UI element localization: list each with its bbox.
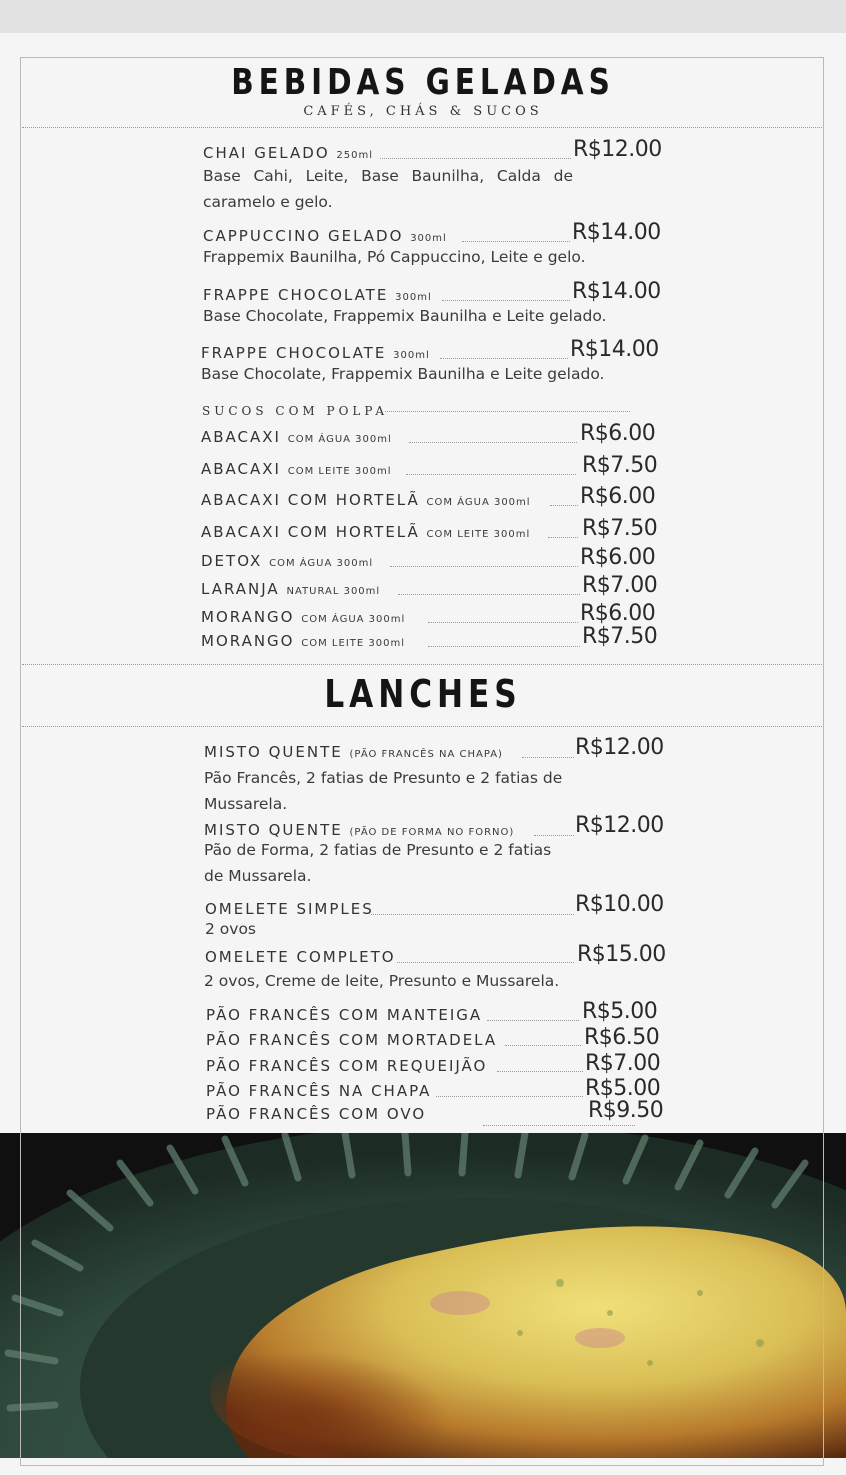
item-name: FRAPPE CHOCOLATE	[201, 344, 387, 362]
item-price: R$5.00	[582, 999, 658, 1024]
price-leader	[397, 962, 574, 963]
item-description: 2 ovos	[205, 920, 257, 938]
price-leader	[380, 158, 571, 159]
section-subtitle-bebidas: CAFÉS, CHÁS & SUCOS	[303, 104, 543, 119]
item-name: ABACAXI	[201, 460, 281, 478]
omelette-photo	[0, 1133, 846, 1458]
item-price: R$14.00	[572, 220, 661, 245]
item-description: Pão de Forma, 2 fatias de Presunto e 2 fatias de Mussarela.	[204, 841, 552, 885]
item-detail: COM ÁGUA 300ml	[301, 614, 406, 625]
item-price: R$6.50	[584, 1025, 660, 1050]
item-name: OMELETE SIMPLES	[205, 900, 374, 918]
item-detail: COM LEITE 300ml	[301, 638, 405, 649]
price-leader	[436, 1096, 583, 1097]
item-name: MORANGO	[201, 608, 295, 626]
item-name: MISTO QUENTE	[204, 821, 343, 839]
item-price: R$7.50	[582, 516, 658, 541]
item-name: ABACAXI COM HORTELÃ	[201, 491, 420, 509]
item-size: 300ml	[395, 292, 432, 303]
item-detail: NATURAL 300ml	[286, 586, 381, 597]
item-price: R$6.00	[580, 601, 656, 626]
item-name: DETOX	[201, 552, 263, 570]
price-leader	[428, 622, 578, 623]
item-price: R$12.00	[573, 137, 662, 162]
price-leader	[390, 566, 578, 567]
item-price: R$15.00	[577, 942, 666, 967]
price-leader	[406, 474, 576, 475]
item-description: 2 ovos, Creme de leite, Presunto e Mussarela.	[204, 972, 560, 990]
item-price: R$12.00	[575, 735, 664, 760]
item-name: ABACAXI	[201, 428, 281, 446]
item-price: R$7.50	[582, 624, 658, 649]
item-price: R$6.00	[580, 421, 656, 446]
top-bar	[0, 0, 846, 33]
item-name: MISTO QUENTE	[204, 743, 343, 761]
price-leader	[398, 594, 580, 595]
item-price: R$5.00	[585, 1076, 661, 1101]
item-size: 300ml	[410, 233, 447, 244]
price-leader	[505, 1045, 581, 1046]
item-name: LARANJA	[201, 580, 280, 598]
price-leader	[550, 505, 578, 506]
item-description: Frappemix Baunilha, Pó Cappuccino, Leite e gelo.	[203, 248, 586, 266]
item-name: FRAPPE CHOCOLATE	[203, 286, 389, 304]
item-detail: (PÃO FRANCÊS NA CHAPA)	[349, 749, 503, 760]
price-leader	[428, 646, 580, 647]
item-detail: (PÃO DE FORMA NO FORNO)	[349, 827, 515, 838]
item-description: Base Cahi, Leite, Base Baunilha, Calda de caramelo e gelo.	[203, 167, 573, 211]
section-title-bebidas: BEBIDAS GELADAS	[231, 62, 615, 103]
item-name: PÃO FRANCÊS COM MORTADELA	[206, 1031, 498, 1049]
section-title-lanches: LANCHES	[324, 672, 522, 716]
item-detail: COM ÁGUA 300ml	[269, 558, 374, 569]
divider	[22, 664, 822, 665]
price-leader	[522, 757, 574, 758]
item-name: PÃO FRANCÊS COM MANTEIGA	[206, 1006, 483, 1024]
price-leader	[483, 1125, 635, 1126]
item-detail: COM LEITE 300ml	[287, 466, 392, 477]
item-price: R$14.00	[570, 337, 659, 362]
item-name: PÃO FRANCÊS NA CHAPA	[206, 1082, 432, 1100]
price-leader	[487, 1020, 579, 1021]
item-name: CAPPUCCINO GELADO	[203, 227, 404, 245]
item-price: R$10.00	[575, 892, 664, 917]
price-leader	[385, 411, 630, 412]
item-detail: COM LEITE 300ml	[426, 529, 531, 540]
price-leader	[442, 300, 570, 301]
price-leader	[409, 442, 577, 443]
item-detail: COM ÁGUA 300ml	[287, 434, 392, 445]
price-leader	[462, 241, 570, 242]
price-leader	[534, 835, 574, 836]
sucos-heading: SUCOS COM POLPA	[202, 404, 389, 418]
item-price: R$12.00	[575, 813, 664, 838]
item-name: OMELETE COMPLETO	[205, 948, 396, 966]
item-description: Base Chocolate, Frappemix Baunilha e Leite gelado.	[201, 365, 605, 383]
item-name: PÃO FRANCÊS COM OVO	[206, 1105, 427, 1123]
price-leader	[548, 537, 578, 538]
item-description: Pão Francês, 2 fatias de Presunto e 2 fatias de Mussarela.	[204, 769, 563, 813]
item-name: ABACAXI COM HORTELÃ	[201, 523, 420, 541]
item-price: R$9.50	[588, 1098, 664, 1123]
item-price: R$7.00	[585, 1051, 661, 1076]
price-leader	[497, 1071, 583, 1072]
item-price: R$7.00	[582, 573, 658, 598]
item-name: PÃO FRANCÊS COM REQUEIJÃO	[206, 1057, 488, 1075]
item-name: MORANGO	[201, 632, 295, 650]
item-price: R$14.00	[572, 279, 661, 304]
price-leader	[440, 358, 568, 359]
divider	[22, 726, 822, 727]
item-size: 300ml	[393, 350, 430, 361]
item-price: R$7.50	[582, 453, 658, 478]
item-price: R$6.00	[580, 545, 656, 570]
item-price: R$6.00	[580, 484, 656, 509]
price-leader	[371, 914, 574, 915]
item-description: Base Chocolate, Frappemix Baunilha e Leite gelado.	[203, 307, 607, 325]
divider	[22, 127, 822, 128]
item-name: CHAI GELADO	[203, 144, 330, 162]
item-size: 250ml	[336, 150, 374, 161]
item-detail: COM ÁGUA 300ml	[426, 497, 531, 508]
